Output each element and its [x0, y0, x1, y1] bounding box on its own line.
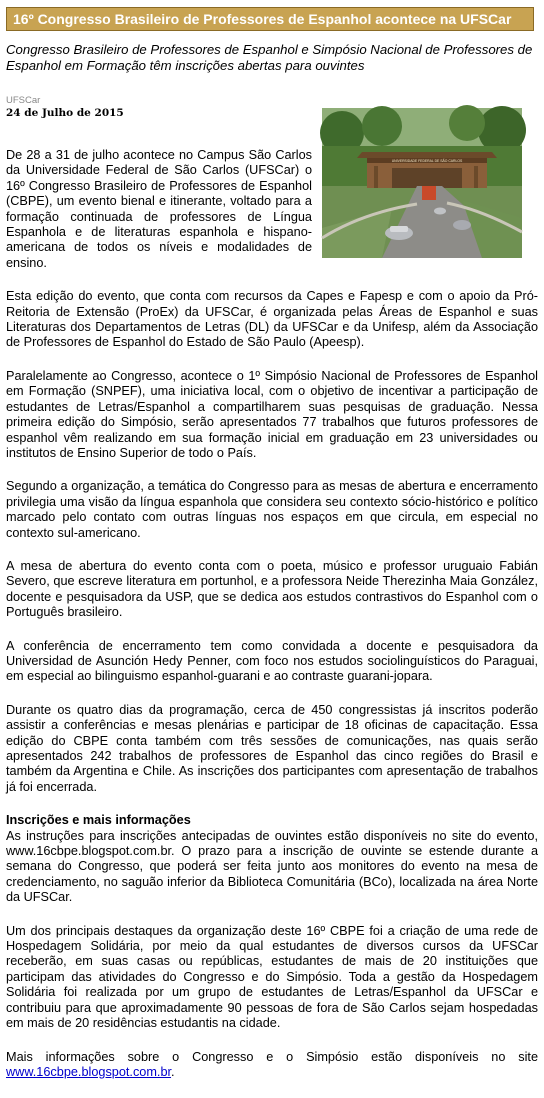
final-paragraph — [6, 1050, 538, 1081]
paragraph-7: Durante os quatro dias da programação, cerca de 450 congressistas já inscritos poderão assistir a conferências e mesas plenárias e participar de 18 oficinas de capacitação. Essa edição do CBPE conta também com três sessões de comunicações, nas quais serão apresentados 242 trabalhos de professores de Espanhol das cinco regiões do Brasil e também da Argentina e Chile. As inscrições dos participantes com apresentação de trabalhos já foi encerrada. — [6, 702, 538, 794]
article-source: UFSCar — [6, 95, 41, 106]
paragraph-5: A mesa de abertura do evento conta com o poeta, músico e professor uruguaio Fabián Severo, que escreve literatura em portunhol, e a professora Neide Therezinha Maia González, docente e pesquisadora da USP, que se dedica aos estudos contrastivos do Espanhol com o Português brasileiro. — [6, 558, 538, 620]
paragraph-2: Esta edição do evento, que conta com recursos da Capes e Fapesp e com o apoio da Pró-Reitoria de Extensão (ProEx) da UFSCar, é organizada pelas Áreas de Espanhol e suas Literaturas dos Departamentos de Letras (DL) da UFSCar e da Unifesp, além da Associação de Professores de Espanhol do Estado de São Paulo (Apeesp). — [6, 289, 538, 350]
paragraph-6: A conferência de encerramento tem como convidada a docente e pesquisadora da Universidad de Asunción Hedy Penner, com foco nos estudos sociolinguísticos do Paraguai, em especial ao bilinguismo espanhol-guarani e ao contraste guarani-jopara. — [6, 638, 538, 684]
article-title: 16º Congresso Brasileiro de Professores de Espanhol acontece na UFSCar — [6, 7, 534, 31]
paragraph-8: As instruções para inscrições antecipadas de ouvintes estão disponíveis no site do evento, www.16cbpe.blogspot.com.br. O prazo para a inscrição de ouvinte se estende durante a semana do Congresso, que poderá ser feita junto aos monitores do evento na mesa de credenciamento, no saguão inferior da Biblioteca Comunitária (BCo), localizada na área Norte da UFSCar. — [6, 828, 538, 905]
paragraph-4: Segundo a organização, a temática do Congresso para as mesas de abertura e encerramento privilegia uma visão da língua espanhola que considera seu contexto sócio-histórico e político marcado pelo contato com outras línguas nos espaços em que circula, em especial no contexto sul-americano. — [6, 479, 538, 540]
photo-sign-text: UNIVERSIDADE FEDERAL DE SÃO CARLOS — [391, 159, 463, 163]
final-text: Mais informações sobre o Congresso e o Simpósio estão disponíveis no site — [6, 1049, 538, 1064]
event-site-link[interactable]: www.16cbpe.blogspot.com.br — [6, 1064, 172, 1079]
article-date: 24 de Julho de 2015 — [6, 107, 124, 119]
section-heading: Inscrições e mais informações — [6, 813, 191, 828]
paragraph-1: De 28 a 31 de julho acontece no Campus São Carlos da Universidade Federal de São Carlos (UFSCar) o 16º Congresso Brasileiro de Professores de Espanhol (CBPE), um evento bienal e itinerante, voltado para a formação continuada de professores de Língua Espanhola e de literaturas espanhola e hispano-americana de todos os níveis e modalidades de ensino. — [6, 148, 312, 270]
final-tail: . — [171, 1064, 175, 1079]
paragraph-9: Um dos principais destaques da organização deste 16º CBPE foi a criação de uma rede de Hospedagem Solidária, por meio da qual estudantes de diversos cursos da UFSCar receberão, em suas casas ou repúblicas, estudantes de mais de 20 instituições que participam das atividades do Congresso e do Simpósio. Toda a gestão da Hospedagem Solidária foi realizada por um grupo de estudantes de Letras/Espanhol da UFSCar e contribuiu para que aproximadamente 90 pessoas de fora de São Carlos sejam hospedadas em mais de 20 residências estudantis na cidade. — [6, 923, 538, 1031]
article-subtitle: Congresso Brasileiro de Professores de Espanhol e Simpósio Nacional de Professores de Espanhol em Formação têm inscrições abertas para ouvintes — [6, 42, 533, 73]
paragraph-3: Paralelamente ao Congresso, acontece o 1º Simpósio Nacional de Professores de Espanhol em Formação (SNPEF), uma iniciativa local, com o objetivo de incentivar a participação de estudantes de Letras/Espanhol a compartilharem suas pesquisas de graduação. Nessa primeira edição do Simpósio, serão apresentados 77 trabalhos que futuros professores de espanhol vêm realizando em sua formação inicial em graduação em 23 universidades ou institutos de Ensino Superior de todo o País. — [6, 368, 538, 460]
article-body — [6, 148, 538, 1098]
